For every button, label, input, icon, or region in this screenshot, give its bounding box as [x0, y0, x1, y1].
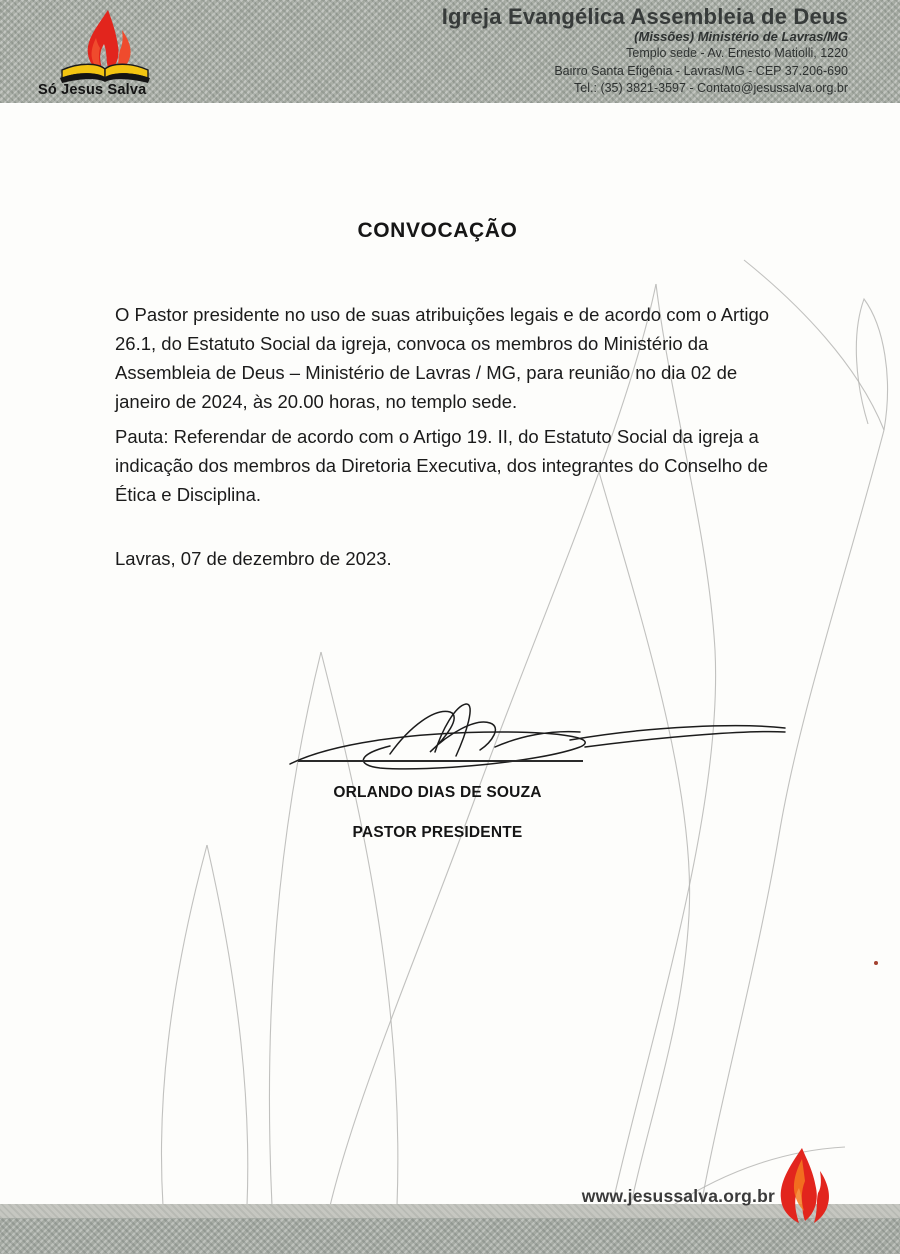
signature-scribble — [270, 692, 790, 777]
date-line: Lavras, 07 de dezembro de 2023. — [115, 548, 392, 569]
footer-band-dark — [0, 1218, 900, 1254]
address-line-1: Templo sede - Av. Ernesto Matiolli, 1220 — [626, 46, 848, 61]
contact-line: Tel.: (35) 3821-3597 - Contato@jesussalva.org.br — [574, 81, 848, 96]
address-line-2: Bairro Santa Efigênia - Lavras/MG - CEP 37.206-690 — [554, 63, 848, 78]
paragraph-2 — [115, 422, 768, 509]
church-logo — [30, 8, 180, 98]
flame-book-icon — [50, 8, 160, 84]
paragraph-line: 26.1, do Estatuto Social da igreja, convoca os membros do Ministério da — [115, 333, 709, 354]
paragraph-line: Ética e Disciplina. — [115, 484, 262, 505]
paragraph-line: O Pastor presidente no uso de suas atribuições legais e de acordo com o Artigo — [115, 304, 770, 325]
letterhead-text — [442, 5, 848, 97]
paragraph-line: Assembleia de Deus – Ministério de Lavras / MG, para reunião no dia 02 de — [115, 362, 738, 383]
letterhead-band — [0, 0, 900, 103]
logo-caption: Só Jesus Salva — [38, 82, 147, 98]
org-name: Igreja Evangélica Assembleia de Deus — [441, 4, 848, 29]
website-url: www.jesussalva.org.br — [581, 1186, 775, 1206]
paragraph-line: indicação dos membros da Diretoria Executiva, dos integrantes do Conselho de — [115, 455, 769, 476]
signatory-role: PASTOR PRESIDENTE — [352, 824, 523, 841]
ink-speck — [874, 961, 878, 965]
paragraph-line: Pauta: Referendar de acordo com o Artigo 19. II, do Estatuto Social da igreja a — [115, 426, 759, 447]
document-title: CONVOCAÇÃO — [357, 219, 518, 242]
paragraph-line: janeiro de 2024, às 20.00 horas, no templo sede. — [115, 391, 518, 412]
paragraph-1 — [115, 300, 769, 416]
signatory-name: ORLANDO DIAS DE SOUZA — [333, 784, 542, 801]
footer-flame-icon — [772, 1147, 836, 1225]
ministry-line: (Missões) Ministério de Lavras/MG — [634, 29, 848, 45]
signature-line — [298, 760, 583, 762]
